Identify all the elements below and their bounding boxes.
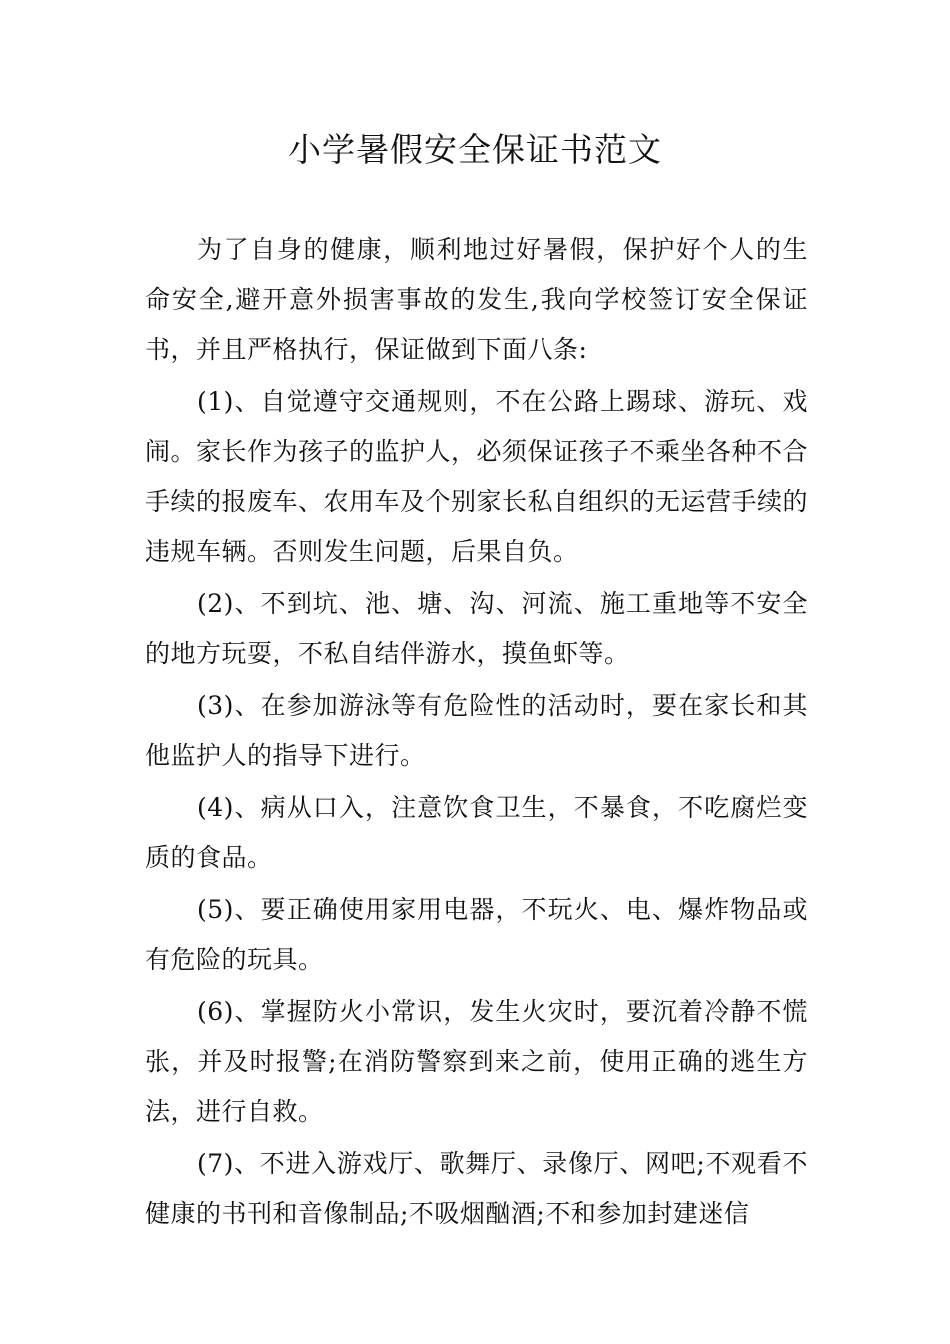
rule-3-paragraph: (3)、在参加游泳等有危险性的活动时，要在家长和其他监护人的指导下进行。: [145, 691, 808, 770]
rule-2-paragraph: (2)、不到坑、池、塘、沟、河流、施工重地等不安全的地方玩耍，不私自结伴游水，摸鱼虾等。: [145, 589, 808, 668]
document-title: 小学暑假安全保证书范文: [288, 130, 662, 169]
rule-1-paragraph: (1)、自觉遵守交通规则，不在公路上踢球、游玩、戏闹。家长作为孩子的监护人，必须保证孩子不乘坐各种不合手续的报废车、农用车及个别家长私自组织的无运营手续的违规车辆。否则发生问题，后果自负。: [145, 387, 809, 566]
rule-7-paragraph: (7)、不进入游戏厅、歌舞厅、录像厅、网吧;不观看不健康的书刊和音像制品;不吸烟酗酒;不和参加封建迷信: [145, 1149, 808, 1228]
rule-6-paragraph: (6)、掌握防火小常识，发生火灾时，要沉着冷静不慌张，并及时报警;在消防警察到来之前，使用正确的逃生方法，进行自救。: [145, 997, 808, 1126]
document-body: [145, 225, 808, 1241]
rule-4-paragraph: (4)、病从口入，注意饮食卫生，不暴食，不吃腐烂变质的食品。: [145, 793, 808, 872]
rule-5-paragraph: (5)、要正确使用家用电器，不玩火、电、爆炸物品或有危险的玩具。: [145, 895, 808, 974]
intro-paragraph: 为了自身的健康，顺利地过好暑假，保护好个人的生命安全,避开意外损害事故的发生,我向学校签订安全保证书，并且严格执行，保证做到下面八条:: [145, 235, 808, 364]
